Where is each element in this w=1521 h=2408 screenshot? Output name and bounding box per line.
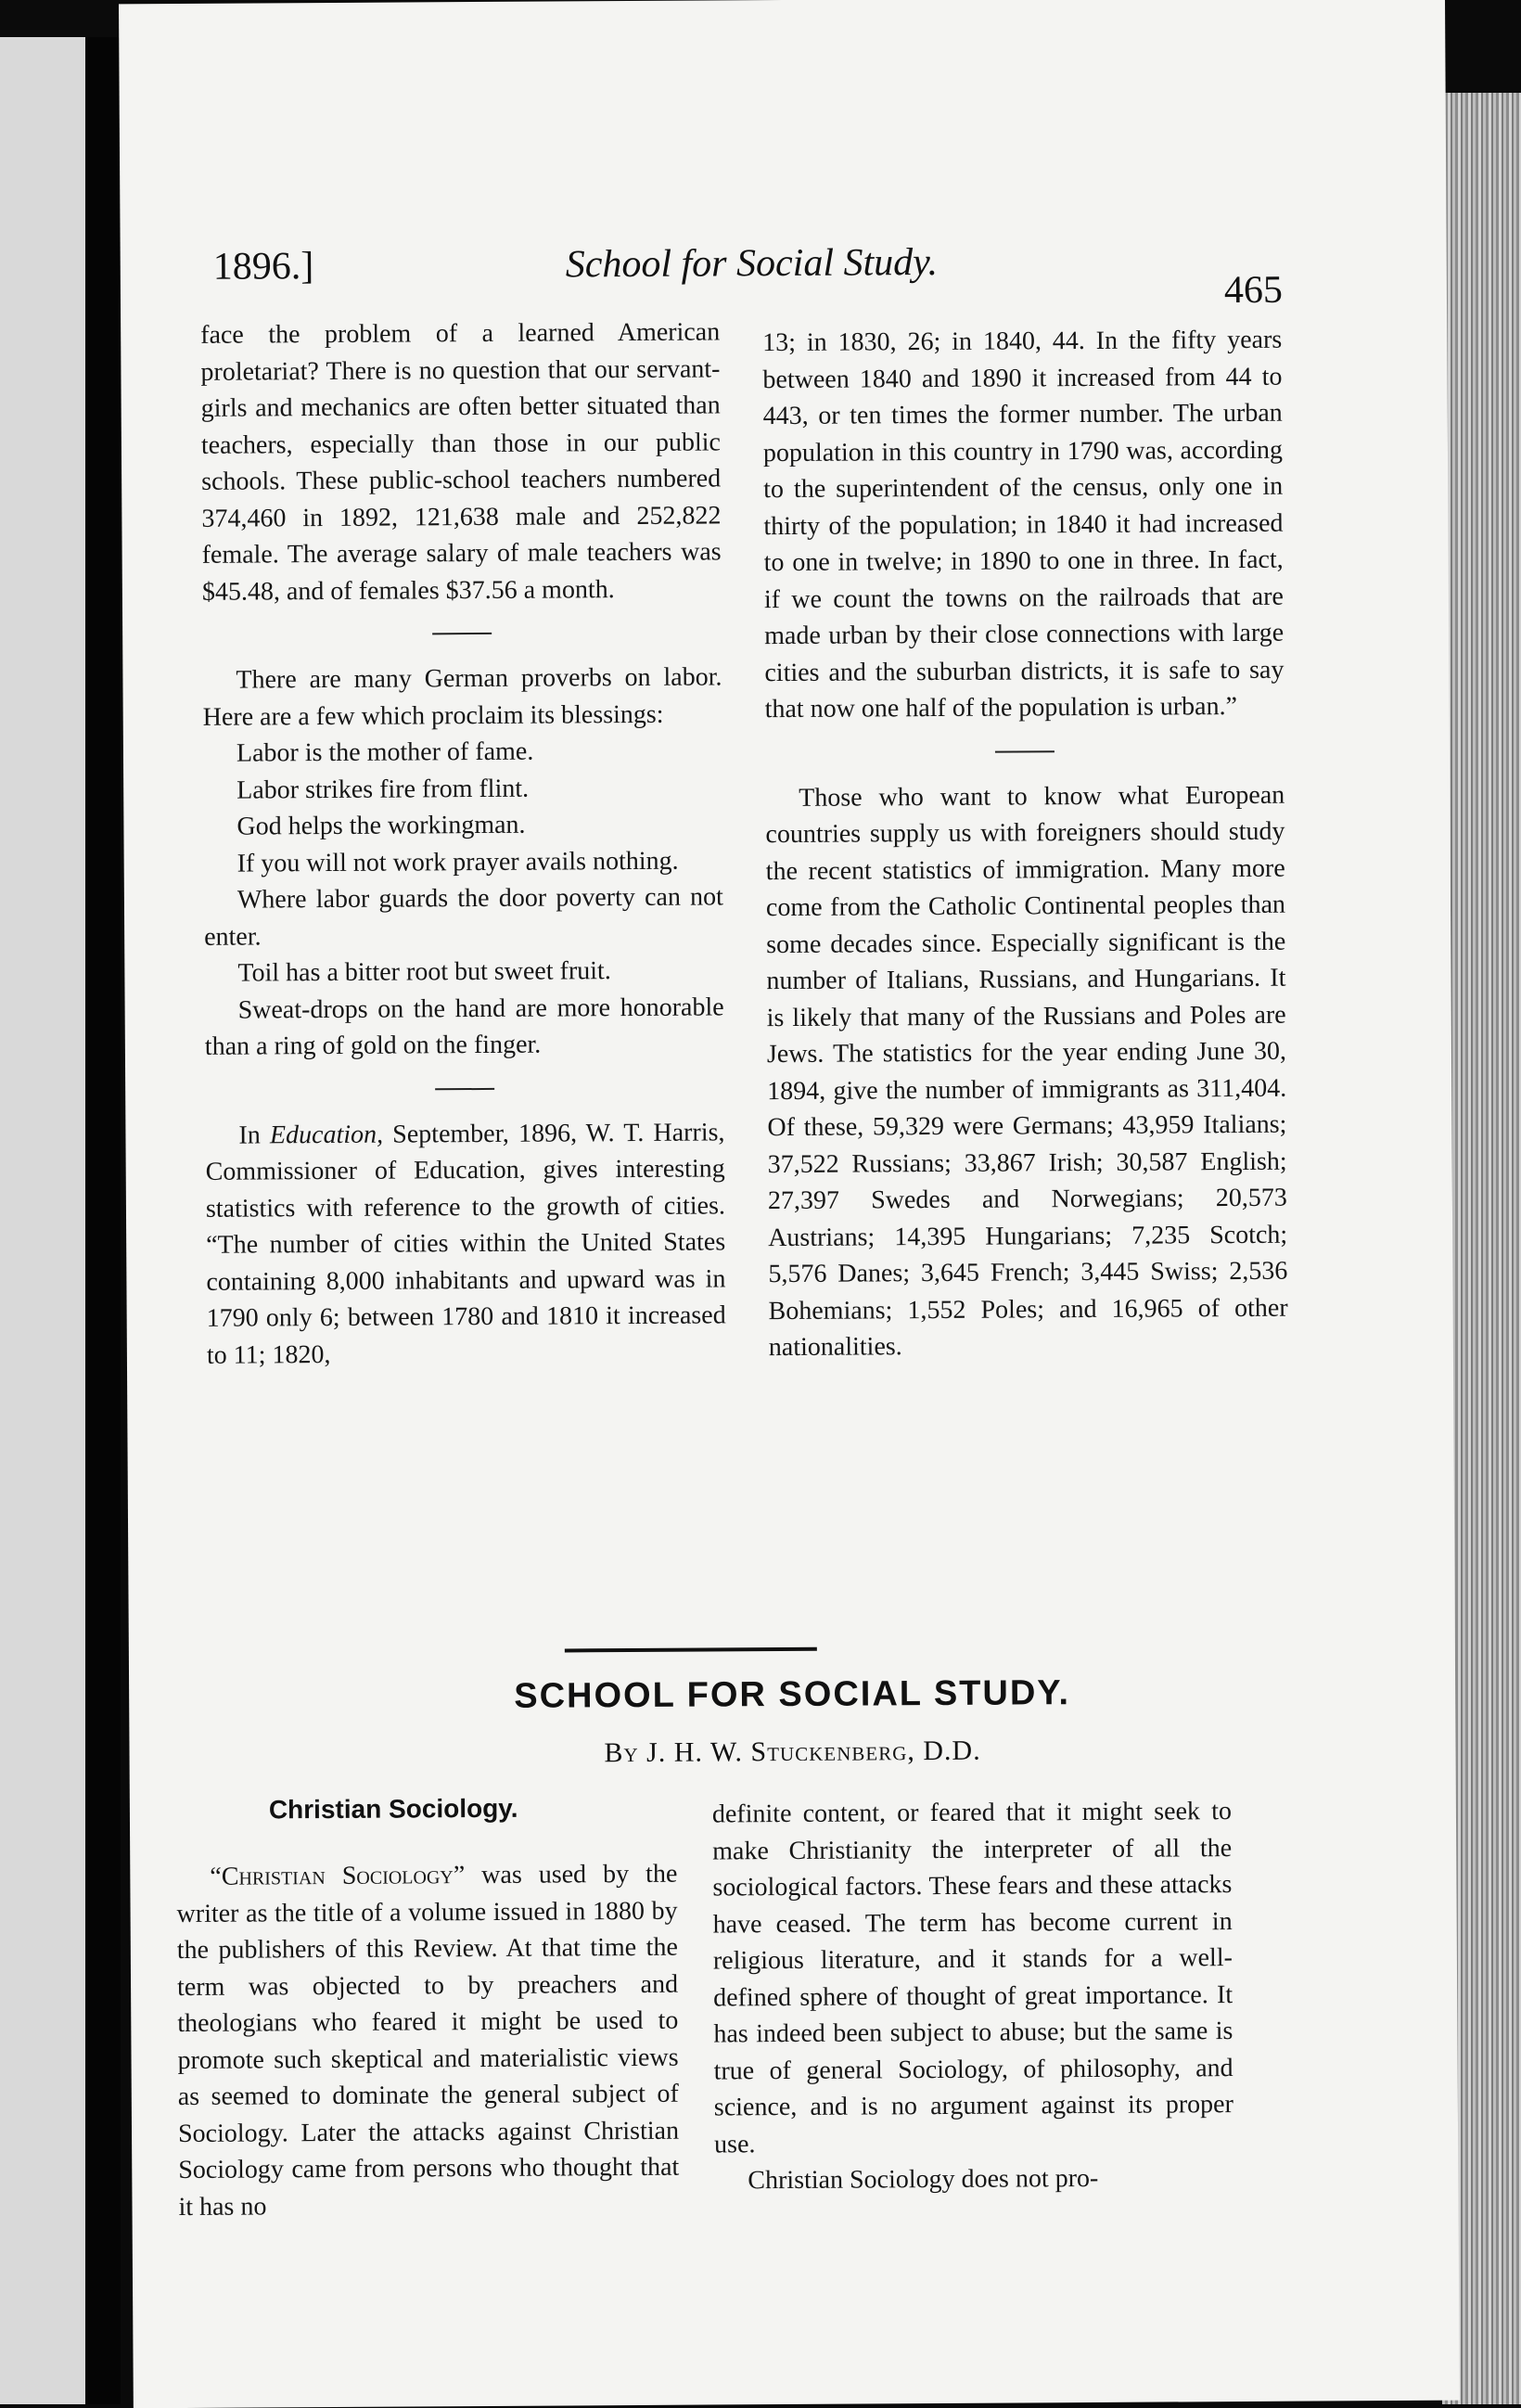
byline: By J. H. W. Stuckenberg, D.D. [604,1735,981,1769]
right-column-top [762,322,1288,1366]
book-left-edge [0,0,121,2404]
quote-open: “ [210,1862,222,1891]
separator-rule [435,1087,494,1089]
page-number: 465 [1223,268,1284,313]
paragraph-teachers: face the problem of a learned American proletariat? There is no question that our servant-girls and mechanics are often better situated than teachers, especially than those in our public schools. These public-school teachers numbered 374,460 in 1892, 121,638 male and 252,822 female. The average salary of male teachers was $45.48, and of females $37.56 a month. [200,317,722,607]
proverb: Sweat-drops on the hand are more honorable than a ring of gold on the finger. [204,992,724,1061]
proverb: God helps the workingman. [236,810,526,841]
proverb: Labor is the mother of fame. [236,736,534,768]
subsection-heading: Christian Sociology. [268,1793,518,1825]
running-head-title: School for Social Study. [565,240,939,287]
book-gutter [85,37,121,2404]
running-head-year: 1896.] [212,245,314,288]
section-title: SCHOOL FOR SOCIAL STUDY. [514,1673,1071,1716]
right-column-bottom [712,1793,1234,2199]
text-rest: September, 1896, W. T. Harris, Commissioner of Education, gives interesting statistics with reference to the growth of cities. “The number of cities within the United States containing 8,000 inhabitants and upward was in 1790 only 6; between 1780 and 1810 it increased to 11; 1820, [205,1117,726,1370]
proverb: Labor strikes fire from flint. [236,774,530,805]
paragraph-education [205,1114,726,1374]
proverb: Toil has a bitter root but sweet fruit. [237,956,611,988]
paragraph-proverbs-intro: There are many German proverbs on labor. Here are a few which proclaim its blessings: [202,662,722,732]
paragraph-next: Christian Sociology does not pro- [748,2163,1099,2196]
book-page [119,0,1460,2408]
left-column-bottom [176,1856,679,2225]
paragraph-urban-growth: 13; in 1830, 26; in 1840, 44. In the fifty years between 1840 and 1890 it increased from 44 to 443, or ten times the former number. The urban population in this country in 1790 was, according to the superintendent of the census, only one in thirty of the population; in 1840 it had increased to one in twelve; in 1890 to one in three. In fact, if we count the towns on the railroads that are made urban by their close connections with large cities and the suburban districts, it is safe to say that now one half of the population is urban.” [762,325,1285,724]
section-divider [565,1647,817,1653]
paragraph-christian-sociology [176,1856,679,2225]
left-column-top [200,314,726,1373]
text-rest: ” was used by the writer as the title of a volume issued in 1880 by the publishers of this Review. At that time the term was objected to by preachers and theologians who feared it might be used to promote such skeptical and materialistic views as seemed to dominate the general subject of Sociology. Later the attacks against Christian Sociology came from persons who thought that it has no [176,1859,680,2222]
proverb: Where labor guards the door poverty can not enter. [204,882,723,952]
separator-rule [432,633,492,634]
journal-title-education: Education, [269,1120,384,1149]
separator-rule [995,750,1054,752]
paragraph-immigration: Those who want to know what European countries supply us with foreigners should study the recent statistics of immigration. Many more come from the Catholic Continental peoples than some decades since. Especially significant is the number of Italians, Russians, and Hungarians. It is likely that many of the Russians and Poles are Jews. The statistics for the year ending June 30, 1894, give the number of immigrants as 311,404. Of these, 59,329 were Germans; 43,959 Italians; 37,522 Russians; 33,867 Irish; 30,587 English; 27,397 Swedes and Norwegians; 20,573 Austrians; 14,395 Hungarians; 7,235 Scotch; 5,576 Danes; 3,645 French; 3,445 Swiss; 2,536 Bohemians; 1,552 Poles; and 16,965 of other nationalities. [765,780,1288,1363]
paragraph-continuation: definite content, or feared that it might seek to make Christianity the interpreter of all the sociological factors. These fears and these attacks have ceased. The term has become current in religious literature, and it stands for a well-defined sphere of thought of great importance. It has indeed been subject to abuse; but the same is true of general Sociology, of philosophy, and science, and is no argument against its proper use. [711,1797,1233,2158]
term-christian-sociology: Christian Sociology [221,1861,454,1891]
proverb: If you will not work prayer avails nothing. [236,846,679,878]
text-lead: In [238,1120,271,1150]
previous-page-edge [0,37,85,2404]
